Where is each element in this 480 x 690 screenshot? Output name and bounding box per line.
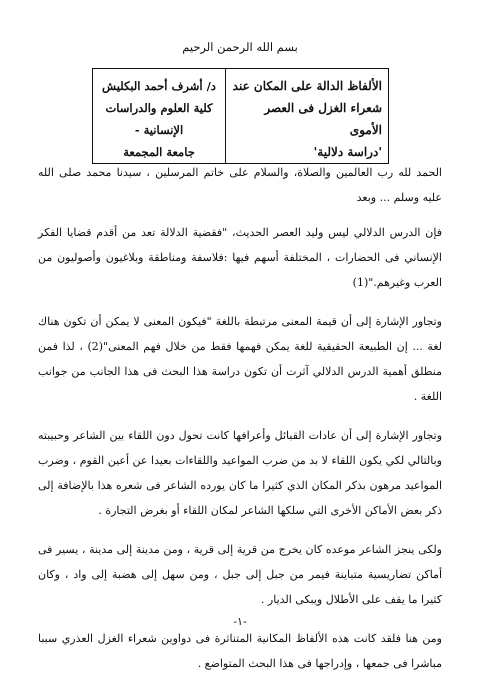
research-title-line: شعراء الغزل فى العصر الأموى: [264, 101, 382, 137]
body-text: [38, 160, 442, 690]
title-box: [92, 68, 389, 164]
research-title-line: الألفاظ الدالة على المكان عند: [232, 79, 382, 93]
research-title-cell: [226, 69, 389, 164]
page-number: -١-: [233, 615, 247, 628]
author-cell: [93, 69, 226, 164]
author-name: د/ أشرف أحمد البكليش: [102, 79, 216, 93]
author-affiliation: كلية العلوم والدراسات الإنسانية -: [105, 101, 213, 137]
paragraph: ومن هنا فلقد كانت هذه الألفاظ المكانية المتناثرة فى دواوين شعراء الغزل العذري سببا مباشرا فى جمعها ، وإدراجها فى هذا البحث المتواضع .: [38, 632, 442, 670]
paragraph: ولكى ينجز الشاعر موعده كان يخرج من قرية إلى قرية ، ومن مدينة إلى مدينة ، يسير فى أماكن تضاريسية متباينة فيمر من جبل إلى جبل ، ومن سهل إلى هضبة إلى واد ، وكان كثيرا ما يقف على الأطلال ويبكى الديار .: [38, 543, 442, 606]
paragraph: الحمد لله رب العالمين والصلاة، والسلام على خاتم المرسلين ، سيدنا محمد صلى الله عليه وسلم ... وبعد: [38, 166, 442, 204]
paragraph: وتجاور الإشارة إلى أن قيمة المعنى مرتبطة باللغة "فيكون المعنى لا يمكن أن تكون هناك لغة ... إن الطبيعة الحقيقية للغة يمكن فهمها فقط من خلال فهم المعنى"(2) ، لذا فمن منطلق أهمية الدرس الدلالي آثرت أن تكون دراسة هذا البحث فى هذا الجانب من جوانب اللغة .: [38, 315, 442, 403]
research-subtitle: 'دراسة دلالية': [313, 145, 382, 159]
paragraph: وتجاور الإشارة إلى أن عادات القبائل وأعرافها كانت تحول دون اللقاء بين الشاعر وحبيبته وبالتالي لكي يكون اللقاء لا بد من ضرب المواعيد واللقاءات بعيدا عن أعين القوم ، وضرب المواعيد مرهون بذكر المكان الذي كثيرا ما كان يورده الشاعر فى شعره هذا بالإضافة إلى ذكر بعض الأماكن الأخرى التي سلكها الشاعر لمكان اللقاء أو بغرض التجارة .: [38, 429, 443, 517]
author-university: جامعة المجمعة: [123, 145, 195, 159]
paragraph: فإن الدرس الدلالي ليس وليد العصر الحديث، "فقضية الدلالة تعد من أقدم قضايا الفكر الإنساني فى الحضارات ، المختلفة أسهم فيها :فلاسفة ومناطقة وبلاغيون وأصوليون من العرب وغيرهم."(1): [38, 226, 442, 289]
basmala-heading: بسم الله الرحمن الرحيم: [182, 40, 298, 54]
